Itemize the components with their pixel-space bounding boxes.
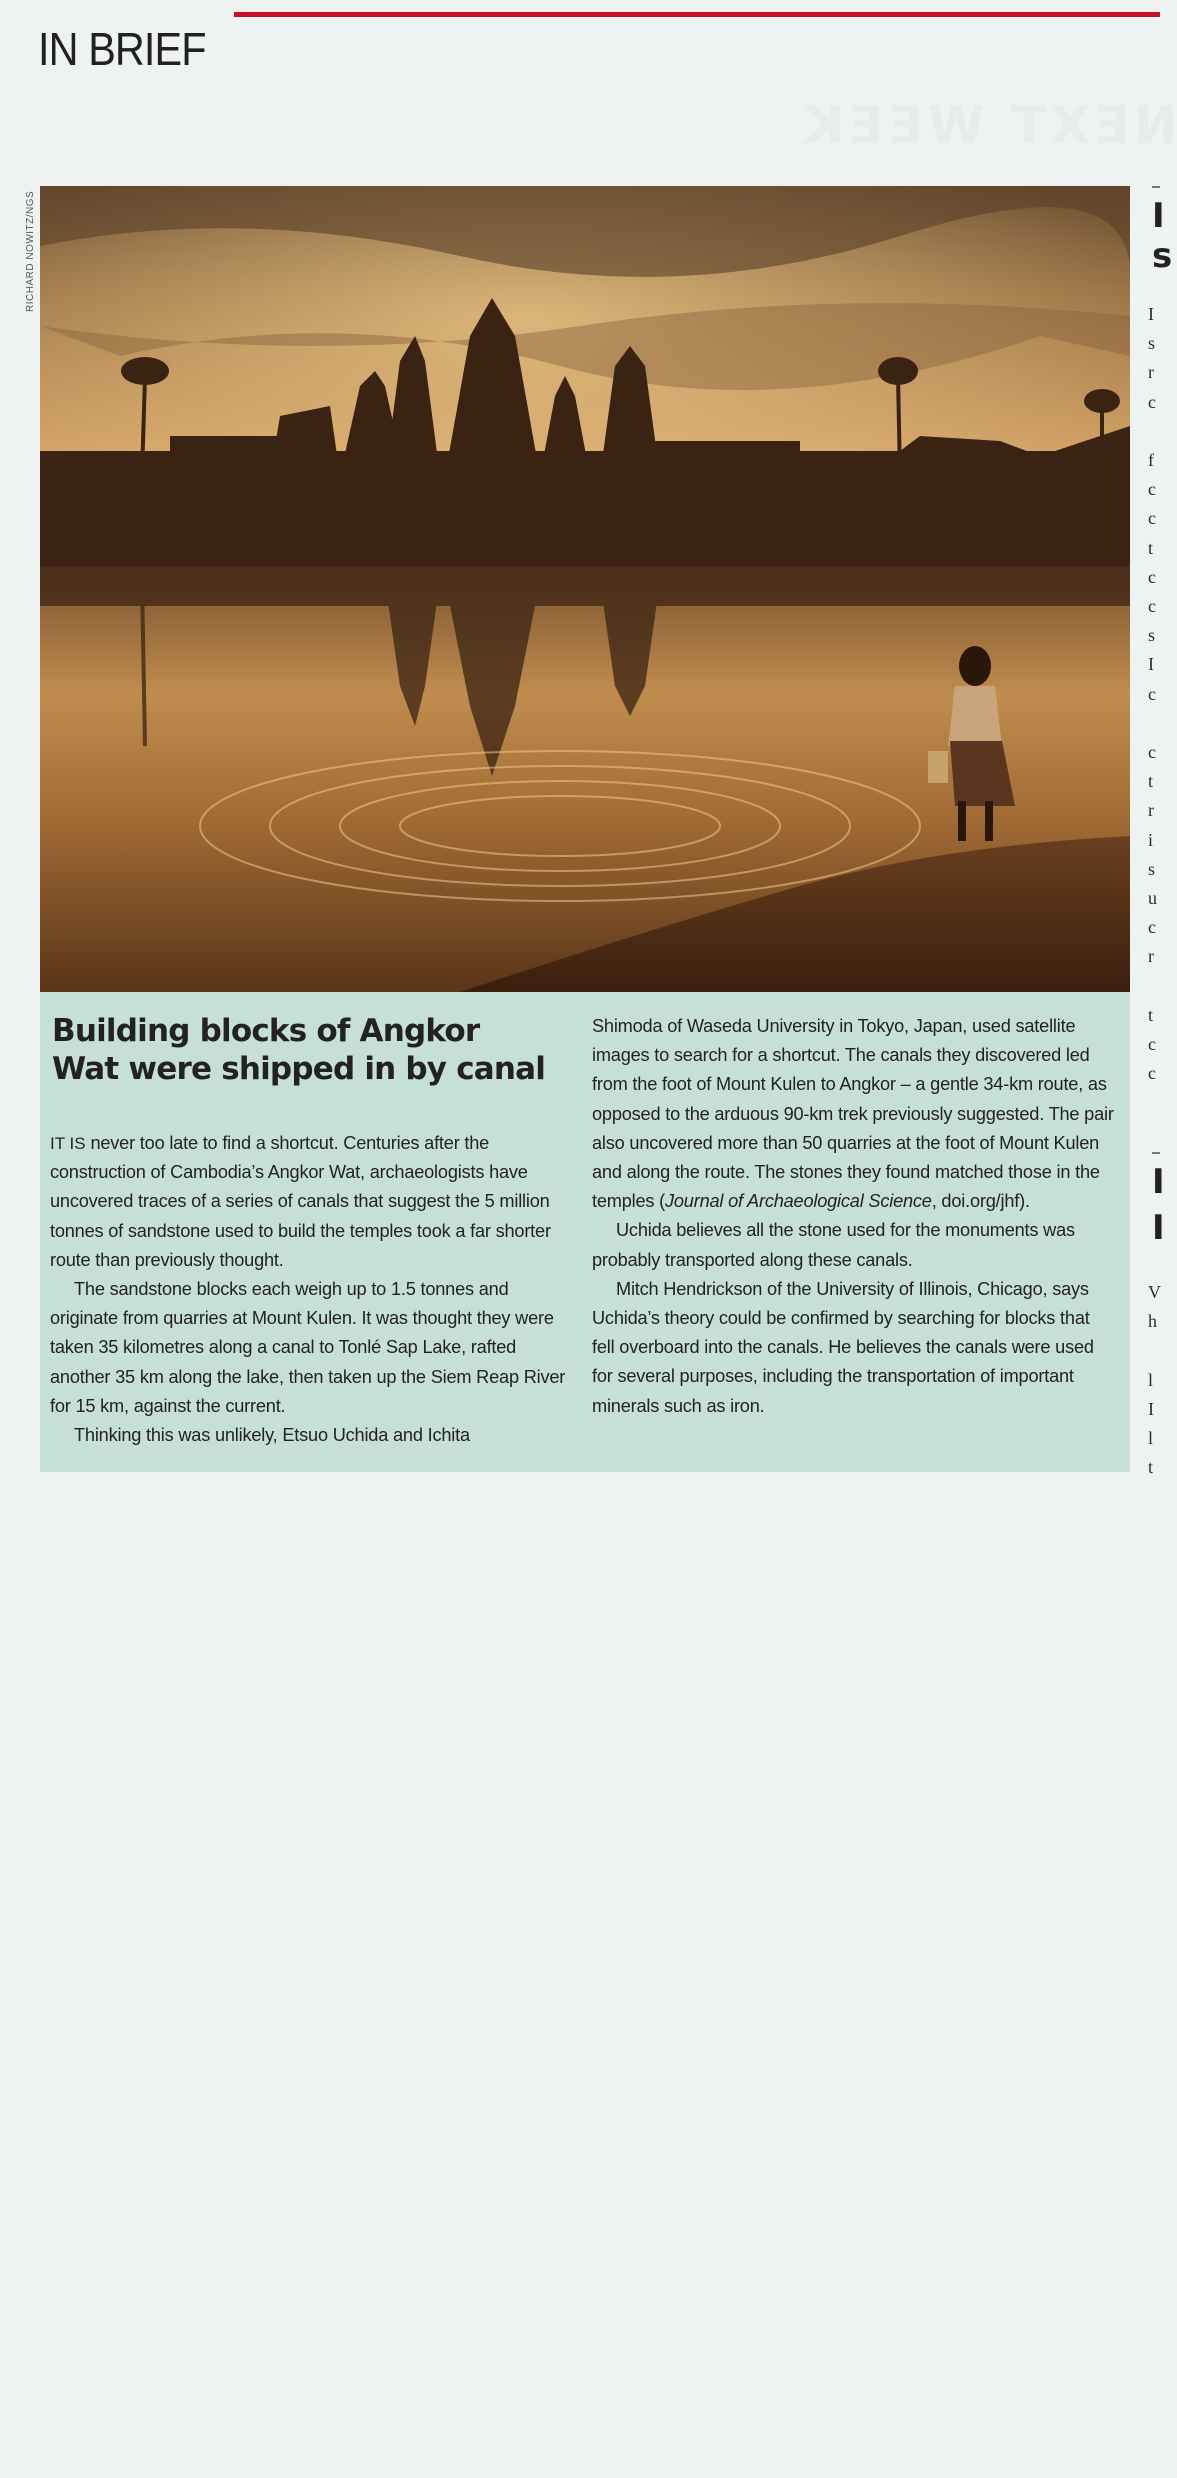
- edge-letter: s: [1148, 858, 1156, 879]
- edge-letter: l: [1148, 1369, 1154, 1390]
- section-kicker: IN BRIEF: [38, 23, 206, 75]
- edge-letter: s: [1148, 333, 1156, 354]
- next-column-rule-top: [1152, 186, 1160, 188]
- next-column-rule-bottom: [1152, 1152, 1160, 1154]
- edge-letter: r: [1148, 946, 1154, 967]
- article-column-2: [592, 1012, 1116, 1421]
- edge-letter: l: [1148, 1428, 1154, 1449]
- article-paragraph-3-end: , doi.org/jhf).: [931, 1191, 1030, 1212]
- edge-letter: t: [1148, 537, 1154, 558]
- photo-credit: RICHARD NOWITZ/NGS: [25, 190, 36, 312]
- edge-letter: c: [1148, 742, 1156, 763]
- edge-letter: c: [1148, 479, 1156, 500]
- edge-letter: t: [1148, 1457, 1154, 1478]
- edge-letter: c: [1148, 917, 1156, 938]
- edge-letter: r: [1148, 800, 1154, 821]
- next-column-head-3: I: [1152, 1162, 1165, 1202]
- edge-letter: I: [1148, 654, 1154, 675]
- article-paragraph-2: The sandstone blocks each weigh up to 1.5 tonnes and originate from quarries at Mount Kulen. It was thought they were taken 35 kilometres along a canal to Tonlé Sap Lake, rafted another 35 km along the lake, then taken up the Siem Reap River for 15 km, against the current.: [50, 1279, 566, 1416]
- edge-letter: c: [1148, 508, 1156, 529]
- angkor-wat-photo: [40, 186, 1130, 992]
- edge-letter: i: [1148, 829, 1154, 850]
- article-headline: [52, 1012, 572, 1088]
- journal-name: Journal of Archaeological Science: [665, 1191, 932, 1212]
- article-paragraph-4: Uchida believes all the stone used for the monuments was probably transported along these canals.: [592, 1220, 1075, 1270]
- next-column-letters-2: [1148, 1278, 1160, 2478]
- edge-letter: c: [1148, 1034, 1156, 1055]
- section-accent-rule: [234, 12, 1160, 17]
- next-column-head-2: s: [1152, 236, 1173, 276]
- edge-letter: c: [1148, 566, 1156, 587]
- edge-letter: c: [1148, 391, 1156, 412]
- edge-letter: c: [1148, 596, 1156, 617]
- next-column-head-4: I: [1152, 1208, 1165, 1248]
- edge-letter: t: [1148, 771, 1154, 792]
- article-paragraph-3-text-continued: Shimoda of Waseda University in Tokyo, Japan, used satellite images to search for a shortcut. The canals they discovered led from the foot of Mount Kulen to Angkor – a gentle 34-km route, as opposed to the arduous 90-km trek previously suggested. The pair also uncovered more than 50 quarries at the foot of Mount Kulen and along the route. The stones they found matched those in the temples (: [592, 1016, 1114, 1212]
- edge-letter: r: [1148, 362, 1154, 383]
- article-paragraph-3: [50, 1421, 566, 1450]
- edge-letter: I: [1148, 304, 1154, 324]
- article-paragraph-3-continued: [592, 1012, 1116, 1216]
- edge-letter: [1148, 417, 1160, 446]
- headline-line-1: Building blocks of Angkor: [52, 1013, 480, 1049]
- edge-letter: [1148, 1336, 1160, 1365]
- edge-letter: c: [1148, 1063, 1156, 1084]
- edge-letter: s: [1148, 625, 1156, 646]
- article-paragraph-1: IT IS never too late to find a shortcut. Centuries after the construction of Cambodia’s Angkor Wat, archaeologists have uncovered traces of a series of canals that suggest the 5 million tonnes of sandstone used to build the temples took a far shorter route than previously thought.: [50, 1133, 551, 1270]
- edge-letter: [1148, 972, 1160, 1001]
- edge-letter: f: [1148, 450, 1154, 471]
- edge-letter: I: [1148, 1398, 1154, 1419]
- edge-letter: c: [1148, 683, 1156, 704]
- show-through-text: NEXT WEEK: [800, 96, 1177, 156]
- article-column-1: [50, 1129, 566, 1450]
- next-column-head-1: I: [1152, 196, 1165, 236]
- headline-line-2: Wat were shipped in by canal: [52, 1051, 546, 1087]
- edge-letter: V: [1148, 1282, 1161, 1302]
- edge-letter: t: [1148, 1004, 1154, 1025]
- edge-letter: h: [1148, 1311, 1157, 1332]
- article-paragraph-5: Mitch Hendrickson of the University of Illinois, Chicago, says Uchida’s theory could be confirmed by searching for blocks that fell overboard into the canals. He believes the canals were used for several purposes, including the transportation of important minerals such as iron.: [592, 1278, 1094, 1416]
- lead-in-caps: IT IS: [50, 1134, 86, 1153]
- article-paragraph-3-text: Thinking this was unlikely, Etsuo Uchida and Ichita: [74, 1425, 470, 1446]
- edge-letter: u: [1148, 888, 1157, 909]
- edge-letter: [1148, 709, 1160, 738]
